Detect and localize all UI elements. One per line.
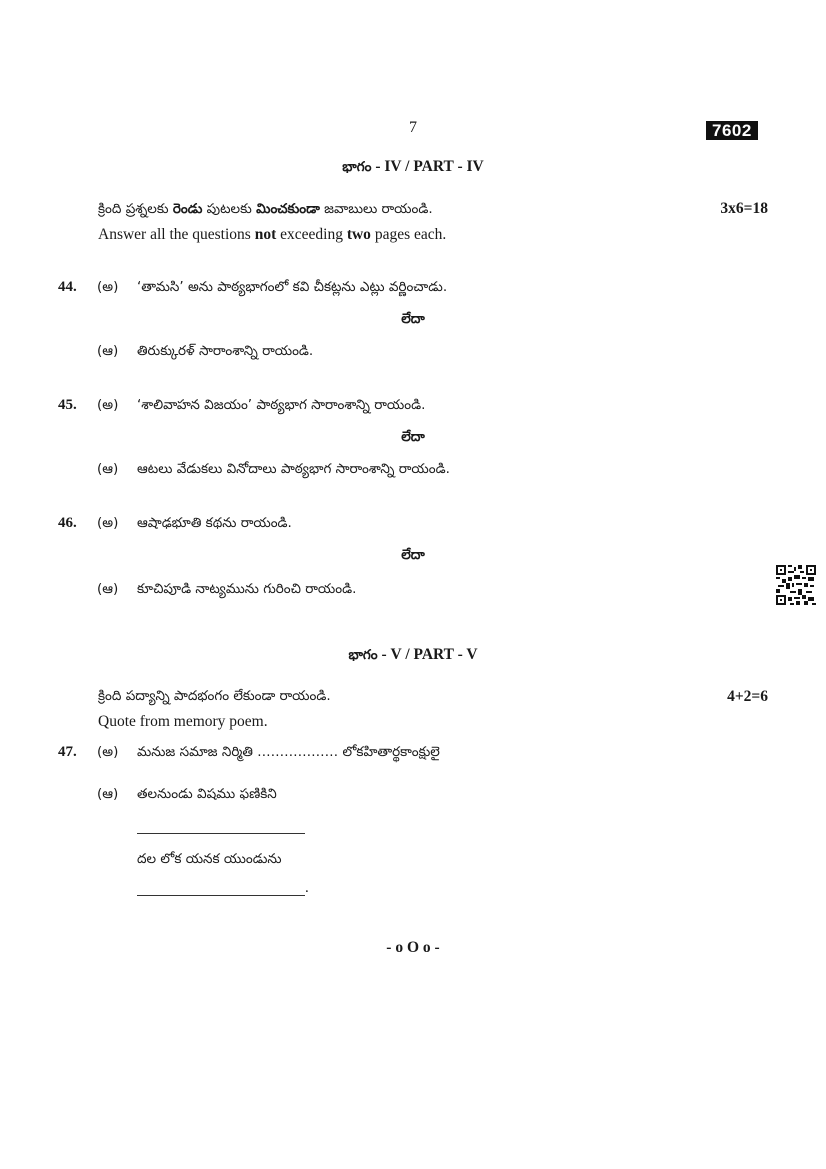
part4-heading-en: - IV / PART - IV xyxy=(371,158,484,175)
part5-heading xyxy=(0,644,826,666)
or-label: లేదా xyxy=(401,429,425,445)
answer-blank-line xyxy=(137,833,305,834)
question-number: 46. xyxy=(58,515,77,531)
page-number: 7 xyxy=(409,119,417,136)
option-label: (అ) xyxy=(97,279,119,295)
question-number: 45. xyxy=(58,397,77,413)
question-text: ‘తామసి’ అను పాఠ్యభాగంలో కవి చీకట్లను ఎట్లు వర్ణించాడు. xyxy=(137,279,448,295)
question-text: మనుజ సమాజ నిర్మితి ……………… లోకహితార్థకాంక్షులై xyxy=(137,744,440,760)
part4-marks: 3x6=18 xyxy=(720,200,768,217)
part5-instruction-en: Quote from memory poem. xyxy=(98,713,268,730)
paper-code-badge: 7602 xyxy=(706,121,758,140)
part4-instruction-te: క్రింది ప్రశ్నలకు రెండు పుటలకు మించకుండా జవాబులు రాయండి. xyxy=(98,201,433,217)
part5-marks: 4+2=6 xyxy=(727,688,768,705)
question-text: ఆషాఢభూతి కథను రాయండి. xyxy=(137,515,292,531)
option-label: (అ) xyxy=(97,397,119,413)
answer-blank-line xyxy=(137,895,305,896)
part5-heading-en: - V / PART - V xyxy=(377,646,478,663)
poem-line: తలనుండు విషము ఫణికిని xyxy=(137,786,277,802)
end-mark: - o O o - xyxy=(386,939,440,956)
option-label: (ఆ) xyxy=(97,786,119,802)
qr-code-icon xyxy=(776,565,816,605)
part5-instruction-te: క్రింది పద్యాన్ని పాదభంగం లేకుండా రాయండి. xyxy=(98,688,331,704)
question-number: 44. xyxy=(58,279,77,295)
part5-heading-te: భాగం xyxy=(348,647,378,663)
option-label: (అ) xyxy=(97,744,119,760)
option-label: (ఆ) xyxy=(97,343,119,359)
question-text: ‘శాలివాహన విజయం’ పాఠ్యభాగ సారాంశాన్ని రాయండి. xyxy=(137,397,426,413)
question-text: తిరుక్కురళ్ సారాంశాన్ని రాయండి. xyxy=(137,343,314,359)
question-text: ఆటలు వేడుకలు వినోదాలు పాఠ్యభాగ సారాంశాన్ని రాయండి. xyxy=(137,461,450,477)
option-label: (అ) xyxy=(97,515,119,531)
or-label: లేదా xyxy=(401,547,425,563)
poem-line: దల లోక యనక యుండును xyxy=(137,851,282,867)
part4-heading xyxy=(0,156,826,178)
or-label: లేదా xyxy=(401,311,425,327)
option-label: (ఆ) xyxy=(97,581,119,597)
part4-instruction-en: Answer all the questions not exceeding two pages each. xyxy=(98,226,447,243)
line-end-dot: . xyxy=(305,880,309,896)
option-label: (ఆ) xyxy=(97,461,119,477)
question-number: 47. xyxy=(58,744,77,760)
question-text: కూచిపూడి నాట్యమును గురించి రాయండి. xyxy=(137,581,357,597)
part4-heading-te: భాగం xyxy=(342,159,372,175)
